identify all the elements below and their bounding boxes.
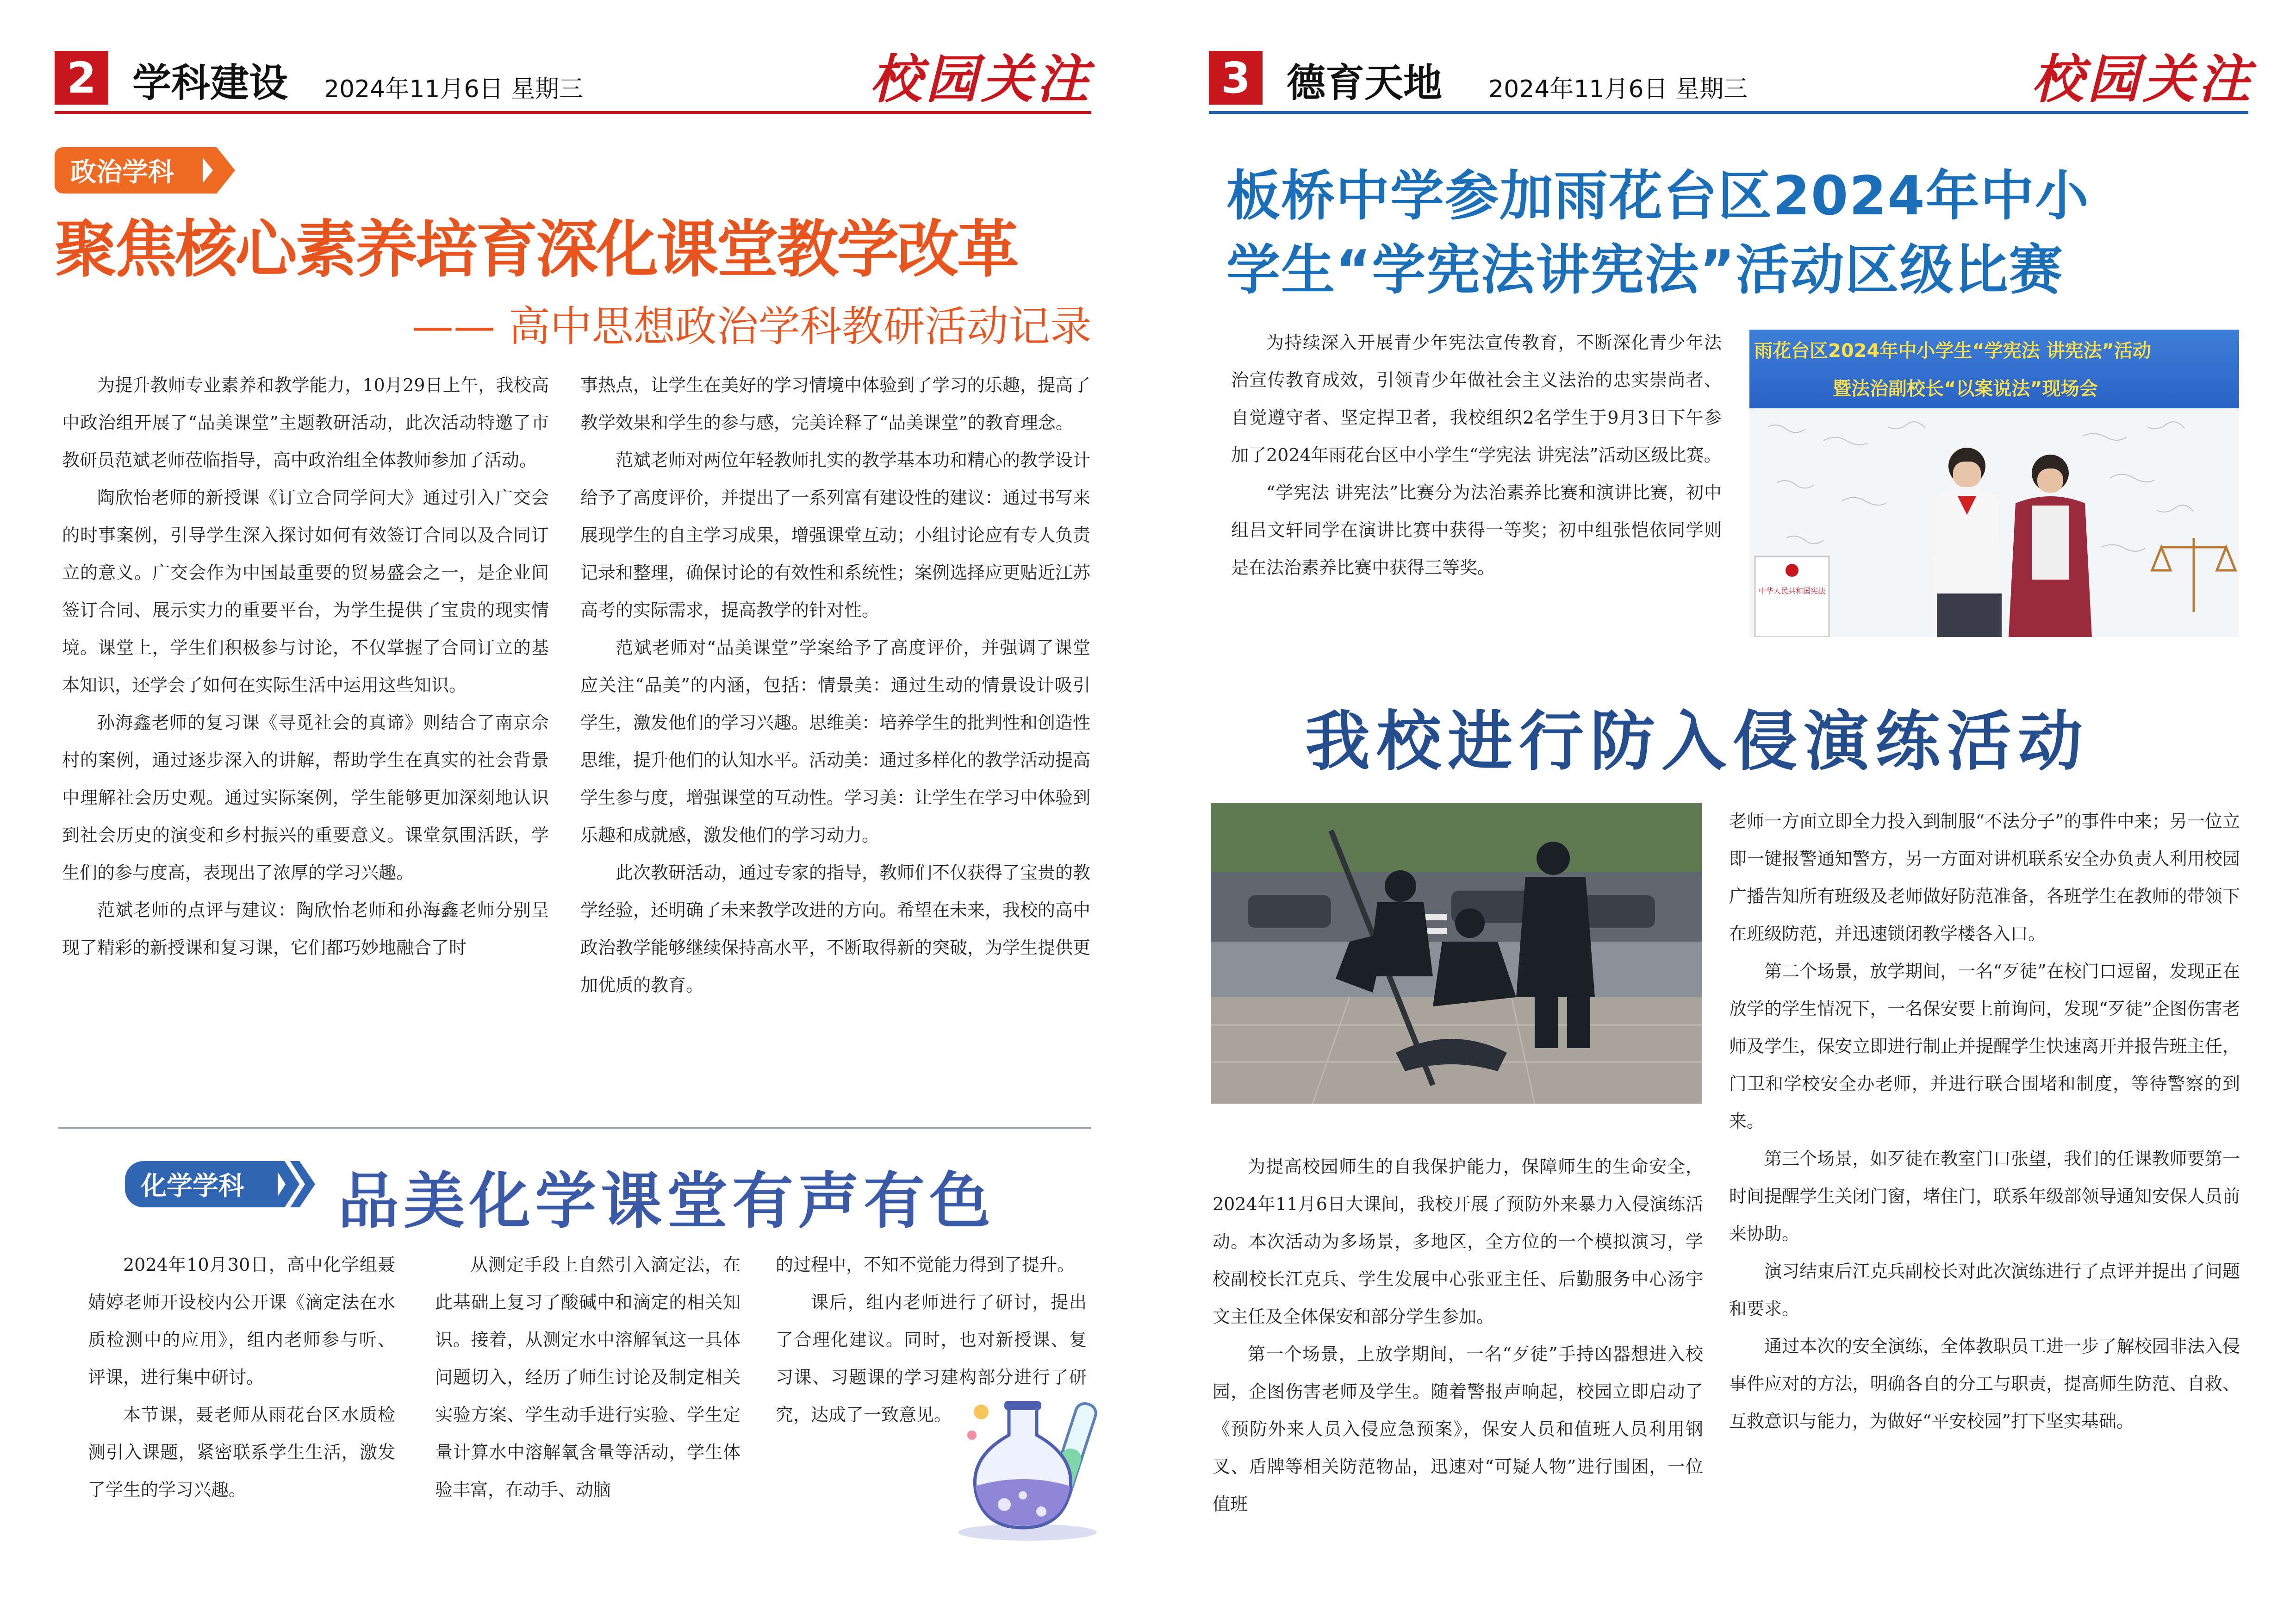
- chevron-right-icon: [194, 147, 236, 194]
- drill-photo: [1211, 803, 1702, 1104]
- paragraph: 课后，组内老师进行了研讨，提出了合理化建议。同时，也对新授课、复习课、习题课的学习建构部分进行了研究，达成了一致意见。: [776, 1292, 1087, 1425]
- competition-photo: [1749, 330, 2239, 637]
- paragraph: 为持续深入开展青少年宪法宣传教育，不断深化青少年法治宣传教育成效，引领青少年做社会主义法治的忠实崇尚者、自觉遵守者、坚定捍卫者，我校组织2名学生于9月3日下午参加了2024年雨花台区中小学生“学宪法 讲宪法”活动区级比赛。: [1231, 332, 1722, 465]
- photo-banner-line-2: 暨法治副校长“以案说法”现场会: [1833, 378, 2098, 400]
- chemistry-article-title: 品美化学课堂有声有色: [338, 1166, 995, 1237]
- politics-article-subtitle: —— 高中思想政治学科教研活动记录: [412, 302, 1092, 351]
- brand-logo: 校园关注: [870, 49, 1092, 110]
- paragraph: 通过本次的安全演练，全体教职员工进一步了解校园非法入侵事件应对的方法，明确各自的分工与职责，提高师生防范、自救、互救意识与能力，为做好“平安校园”打下坚实基础。: [1729, 1336, 2240, 1431]
- paragraph: 的过程中，不知不觉能力得到了提升。: [776, 1255, 1075, 1275]
- drill-column-right: [1729, 803, 2240, 1553]
- chemistry-tag-label: 化学学科: [141, 1171, 244, 1201]
- paragraph: 老师一方面立即全力投入到制服“不法分子”的事件中来；另一位立即一键报警通知警方，另一方面对讲机联系安全办负责人利用校园广播告知所有班级及老师做好防范准备，各班学生在教师的带领下在班级防范，并迅速锁闭教学楼各入口。: [1729, 811, 2240, 944]
- photo-sign-text: 中华人民共和国宪法: [1758, 587, 1826, 595]
- paragraph: 范斌老师的点评与建议：陶欣怡老师和孙海鑫老师分别呈现了精彩的新授课和复习课，它们都巧妙地融合了时: [62, 900, 549, 958]
- chemistry-column-1: [88, 1246, 395, 1533]
- page-number-badge: 2: [55, 51, 108, 105]
- paragraph: 第一个场景，上放学期间，一名“歹徒”手持凶器想进入校园，企图伤害老师及学生。随着警报声响起，校园立即启动了《预防外来人员入侵应急预案》，保安人员和值班人员利用钢叉、盾牌等相关防范物品，迅速对“可疑人物”进行围困，一位值班: [1213, 1344, 1703, 1514]
- paragraph: 第三个场景，如歹徒在教室门口张望，我们的任课教师要第一时间提醒学生关闭门窗，堵住门，联系年级部领导通知安保人员前来协助。: [1729, 1149, 2240, 1244]
- brand-logo: 校园关注: [2032, 49, 2254, 110]
- drill-column-left: [1213, 1148, 1703, 1546]
- paragraph: 陶欣怡老师的新授课《订立合同学问大》通过引入广交会的时事案例，引导学生深入探讨如何有效签订合同以及合同订立的意义。广交会作为中国最重要的贸易盛会之一，是企业间签订合同、展示实力的重要平台，为学生提供了宝贵的现实情境。课堂上，学生们积极参与讨论，不仅掌握了合同订立的基本知识，还学会了如何在实际生活中运用这些知识。: [62, 487, 549, 695]
- issue-date: 2024年11月6日 星期三: [1488, 75, 1748, 103]
- article-divider: [58, 1127, 1091, 1129]
- paragraph: 本节课，聂老师从雨花台区水质检测引入课题，紧密联系学生生活，激发了学生的学习兴趣。: [88, 1405, 395, 1500]
- law-article-title-line-1: 板桥中学参加雨花台区2024年中小: [1226, 165, 2090, 227]
- paragraph: 为提高校园师生的自我保护能力，保障师生的生命安全，2024年11月6日大课间，我校开展了预防外来暴力入侵演练活动。本次活动为多场景，多地区，全方位的一个模拟演习，学校副校长江克兵、学生发展中心张亚主任、后勤服务中心汤宇文主任及全体保安和部分学生参加。: [1213, 1156, 1703, 1327]
- issue-date: 2024年11月6日 星期三: [324, 75, 584, 103]
- chemistry-column-2: [435, 1246, 740, 1533]
- photo-banner-line-1: 雨花台区2024年中小学生“学宪法 讲宪法”活动: [1754, 340, 2151, 362]
- paragraph: 孙海鑫老师的复习课《寻觅社会的真谛》则结合了南京佘村的案例，通过逐步深入的讲解，帮助学生在真实的社会背景中理解社会历史观。通过实际案例，学生能够更加深刻地认识到社会历史的演变和乡村振兴的重要意义。课堂氛围活跃，学生们的参与度高，表现出了浓厚的学习兴趣。: [62, 712, 549, 883]
- politics-column-2: [580, 367, 1090, 1107]
- politics-subject-tag: [55, 147, 203, 194]
- section-title: 学科建设: [132, 60, 288, 106]
- header-rule: [55, 111, 1091, 114]
- paragraph: “学宪法 讲宪法”比赛分为法治素养比赛和演讲比赛，初中组吕文轩同学在演讲比赛中获得一等奖；初中组张恺依同学则是在法治素养比赛中获得三等奖。: [1231, 482, 1722, 578]
- paragraph: 范斌老师对“品美课堂”学案给予了高度评价，并强调了课堂应关注“品美”的内涵，包括：情景美：通过生动的情景设计吸引学生，激发他们的学习兴趣。思维美：培养学生的批判性和创造性思维，提升他们的认知水平。活动美：通过多样化的教学活动提高学生参与度，增强课堂的互动性。学习美：让学生在学习中体验到乐趣和成就感，激发他们的学习动力。: [580, 637, 1090, 845]
- chemistry-flask-icon: [953, 1380, 1120, 1546]
- paragraph: 此次教研活动，通过专家的指导，教师们不仅获得了宝贵的教学经验，还明确了未来教学改进的方向。希望在未来，我校的高中政治教学能够继续保持高水平，不断取得新的突破，为学生提供更加优质的教育。: [580, 862, 1090, 995]
- paragraph: 事热点，让学生在美好的学习情境中体验到了学习的乐趣，提高了教学效果和学生的参与感，完美诠释了“品美课堂”的教育理念。: [580, 375, 1090, 433]
- paragraph: 第二个场景，放学期间，一名“歹徒”在校门口逗留，发现正在放学的学生情况下，一名保安要上前询问，发现“歹徒”企图伤害老师及学生，保安立即进行制止并提醒学生快速离开并报告班主任，门卫和学校安全办老师，并进行联合围堵和制度，等待警察的到来。: [1729, 961, 2240, 1131]
- double-chevron-icon: [271, 1161, 322, 1207]
- drill-article-title: 我校进行防入侵演练活动: [1305, 704, 2090, 780]
- paragraph: 范斌老师对两位年轻教师扎实的教学基本功和精心的教学设计给予了高度评价，并提出了一系列富有建设性的建议：通过书写来展现学生的自主学习成果，增强课堂互动；小组讨论应有专人负责记录和整理，确保讨论的有效性和系统性；案例选择应更贴近江苏高考的实际需求，提高教学的针对性。: [580, 450, 1090, 620]
- page-number-badge: 3: [1209, 51, 1263, 105]
- paragraph: 2024年10月30日，高中化学组聂婧婷老师开设校内公开课《滴定法在水质检测中的应用》，组内老师参与听、评课，进行集中研讨。: [88, 1255, 395, 1387]
- law-article-body: [1231, 324, 1722, 648]
- chemistry-subject-tag: [125, 1161, 278, 1207]
- section-title: 德育天地: [1287, 60, 1443, 106]
- paragraph: 演习结束后江克兵副校长对此次演练进行了点评并提出了问题和要求。: [1729, 1261, 2240, 1319]
- politics-article-title: 聚焦核心素养培育深化课堂教学改革: [55, 213, 1018, 286]
- photo-banner: [1749, 330, 2239, 408]
- politics-column-1: [62, 367, 549, 1107]
- paragraph: 为提升教师专业素养和教学能力，10月29日上午，我校高中政治组开展了“品美课堂”主题教研活动，此次活动特邀了市教研员范斌老师莅临指导，高中政治组全体教师参加了活动。: [62, 375, 549, 470]
- politics-tag-label: 政治学科: [70, 157, 174, 187]
- signature-wall-graphic: [1749, 408, 2239, 637]
- law-article-title-line-2: 学生“学宪法讲宪法”活动区级比赛: [1226, 239, 2064, 301]
- header-rule: [1209, 111, 2248, 114]
- paragraph: 从测定手段上自然引入滴定法，在此基础上复习了酸碱中和滴定的相关知识。接着，从测定水中溶解氧这一具体问题切入，经历了师生讨论及制定相关实验方案、学生动手进行实验、学生定量计算水中溶解氧含量等活动，学生体验丰富，在动手、动脑: [435, 1255, 740, 1500]
